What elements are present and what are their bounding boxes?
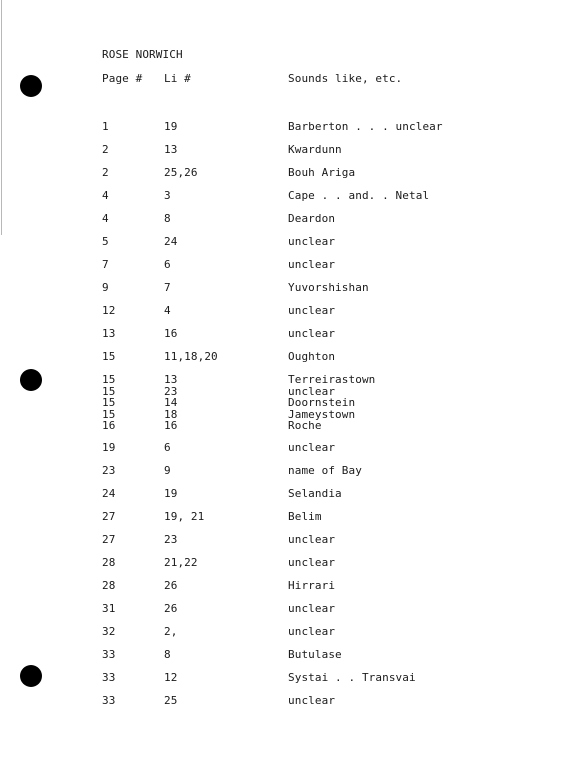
document-title: ROSE NORWICH [102,48,183,61]
cell-line: 8 [164,212,171,225]
table-row [102,350,522,373]
table-row [102,396,522,408]
binder-hole [20,665,42,687]
cell-sounds: Butulase [288,648,342,661]
cell-line: 6 [164,441,171,454]
table-row [102,533,522,556]
cell-line: 13 [164,373,178,386]
cell-sounds: unclear [288,556,336,569]
cell-sounds: unclear [288,602,336,615]
table-row [102,120,522,143]
cell-line: 7 [164,281,171,294]
cell-sounds: unclear [288,304,336,317]
table-row [102,441,522,464]
cell-line: 24 [164,235,178,248]
table-row [102,464,522,487]
cell-sounds: Hirrari [288,579,336,592]
binder-hole [20,369,42,391]
cell-sounds: name of Bay [288,464,362,477]
cell-page: 28 [102,556,116,569]
cell-line: 25,26 [164,166,198,179]
cell-page: 15 [102,373,116,386]
cell-line: 16 [164,419,178,432]
scan-margin-line [1,0,2,235]
table-row [102,327,522,350]
cell-sounds: Barberton . . . unclear [288,120,443,133]
cell-sounds: unclear [288,625,336,638]
table-row [102,281,522,304]
cell-page: 27 [102,510,116,523]
header-line: Li # [164,72,191,85]
table-row [102,143,522,166]
cell-page: 4 [102,189,109,202]
cell-page: 33 [102,694,116,707]
cell-sounds: Terreirastown [288,373,376,386]
table-row [102,487,522,510]
cell-sounds: Roche [288,419,322,432]
cell-page: 2 [102,166,109,179]
cell-sounds: unclear [288,384,336,398]
table-row [102,510,522,533]
cell-line: 2, [164,625,178,638]
header-sounds: Sounds like, etc. [288,72,403,85]
table-row [102,304,522,327]
cell-line: 16 [164,327,178,340]
table-row [102,648,522,671]
cell-sounds: Cape . . and. . Netal [288,189,430,202]
table-header [102,72,522,85]
cell-line: 14 [164,396,178,409]
cell-line: 6 [164,258,171,271]
table-row [102,625,522,648]
cell-sounds: Yuvorshishan [288,281,369,294]
cell-line: 19 [164,487,178,500]
table-row [102,694,522,717]
table-row [102,212,522,235]
cell-line: 18 [164,407,178,421]
cell-page: 5 [102,235,109,248]
cell-line: 21,22 [164,556,198,569]
table-row [102,189,522,212]
cell-line: 12 [164,671,178,684]
cell-page: 15 [102,407,116,421]
cell-page: 27 [102,533,116,546]
cell-page: 33 [102,648,116,661]
cell-sounds: Doornstein [288,396,356,409]
cell-sounds: Bouh Ariga [288,166,356,179]
cell-line: 13 [164,143,178,156]
cell-page: 4 [102,212,109,225]
cell-sounds: unclear [288,533,336,546]
cell-line: 26 [164,579,178,592]
cell-line: 9 [164,464,171,477]
cell-line: 4 [164,304,171,317]
cell-sounds: Deardon [288,212,336,225]
cell-sounds: Selandia [288,487,342,500]
table-row [102,258,522,281]
table-row [102,579,522,602]
cell-sounds: Jameystown [288,407,356,421]
cell-line: 19, 21 [164,510,205,523]
table-row [102,385,522,397]
header-page: Page # [102,72,143,85]
cell-page: 1 [102,120,109,133]
table-body [102,120,522,717]
cell-page: 33 [102,671,116,684]
cell-line: 19 [164,120,178,133]
cell-sounds: unclear [288,694,336,707]
cell-sounds: Systai . . Transvai [288,671,416,684]
cell-line: 23 [164,533,178,546]
cell-page: 16 [102,419,116,432]
table-row [102,166,522,189]
binder-hole [20,75,42,97]
cell-page: 28 [102,579,116,592]
table-row [102,602,522,625]
cell-page: 15 [102,350,116,363]
table-row [102,671,522,694]
table-row [102,408,522,420]
cell-line: 25 [164,694,178,707]
cell-line: 26 [164,602,178,615]
cell-line: 11,18,20 [164,350,218,363]
cell-sounds: unclear [288,258,336,271]
cell-page: 2 [102,143,109,156]
cell-page: 12 [102,304,116,317]
cell-sounds: Oughton [288,350,336,363]
table-row [102,235,522,258]
cell-page: 24 [102,487,116,500]
cell-sounds: unclear [288,327,336,340]
cell-line: 8 [164,648,171,661]
cell-page: 23 [102,464,116,477]
cell-page: 31 [102,602,116,615]
cell-sounds: Kwardunn [288,143,342,156]
cell-page: 15 [102,384,116,398]
cell-page: 19 [102,441,116,454]
cell-sounds: Belim [288,510,322,523]
cell-page: 13 [102,327,116,340]
cell-line: 3 [164,189,171,202]
cell-page: 9 [102,281,109,294]
cell-line: 23 [164,384,178,398]
cell-page: 15 [102,396,116,409]
cell-page: 32 [102,625,116,638]
cell-sounds: unclear [288,441,336,454]
cell-page: 7 [102,258,109,271]
table-row [102,419,522,441]
table-row [102,373,522,385]
table-row [102,556,522,579]
cell-sounds: unclear [288,235,336,248]
